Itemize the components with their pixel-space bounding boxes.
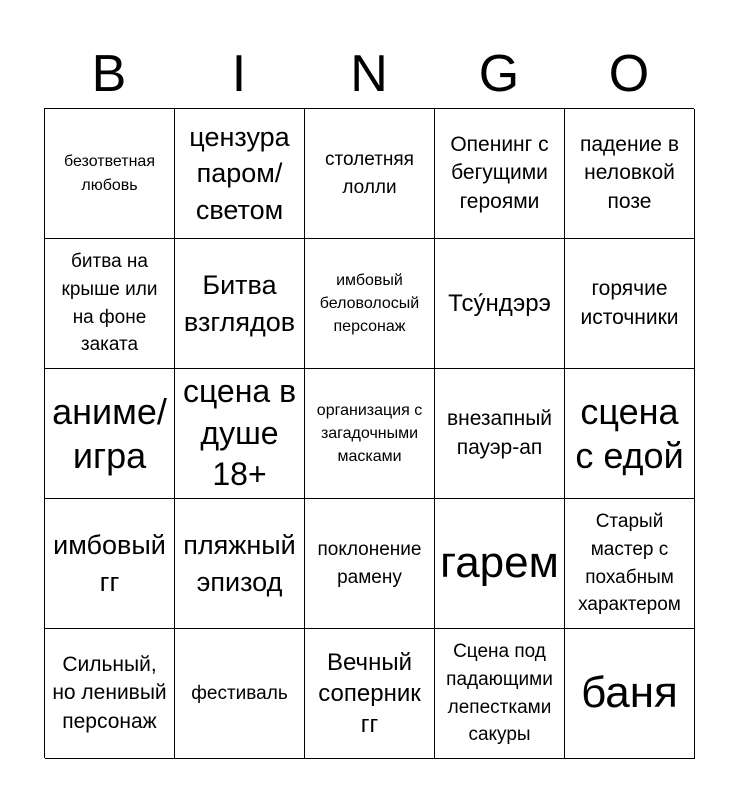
cell-text: баня [581, 668, 678, 718]
bingo-cell-r1c1[interactable] [45, 109, 175, 239]
bingo-cell-r1c5[interactable] [565, 109, 695, 239]
cell-text: безответная любовь [64, 153, 155, 194]
header-letter-g: G [478, 45, 520, 103]
bingo-cell-r5c1[interactable] [45, 629, 175, 759]
cell-text: битва на крыше или на фоне заката [61, 251, 158, 356]
cell-text: падение в неловкой позе [580, 132, 679, 213]
cell-text: внезапный пауэр-ап [446, 407, 553, 459]
bingo-cell-r3c2[interactable] [175, 369, 305, 499]
cell-text: Сильный, но ленивый персонаж [52, 652, 167, 733]
bingo-cell-r5c4[interactable] [435, 629, 565, 759]
bingo-cell-r1c2[interactable] [175, 109, 305, 239]
bingo-cell-r2c5[interactable] [565, 239, 695, 369]
bingo-cell-r4c5[interactable] [565, 499, 695, 629]
bingo-cell-r4c2[interactable] [175, 499, 305, 629]
bingo-cell-r3c5[interactable] [565, 369, 695, 499]
cell-text: аниме/ игра [52, 391, 167, 476]
bingo-cell-r4c1[interactable] [45, 499, 175, 629]
cell-text: имбовый беловолосый персонаж [319, 271, 420, 336]
cell-text: столетняя лолли [325, 148, 414, 198]
cell-text: сцена в душе 18+ [182, 373, 297, 493]
cell-text: Сцена под падающими лепестками сакуры [446, 641, 553, 746]
cell-text: Вечный соперник гг [318, 648, 421, 739]
bingo-cell-r3c4[interactable] [435, 369, 565, 499]
cell-text: сцена с едой [575, 391, 684, 476]
bingo-cell-r2c4[interactable] [435, 239, 565, 369]
header-letter-o: O [608, 45, 650, 103]
cell-text: гарем [440, 538, 559, 588]
cell-text: Тсу́ндэрэ [448, 289, 551, 317]
header-letter-n: N [350, 45, 388, 103]
cell-text: Старый мастер с похабным характером [578, 511, 681, 616]
bingo-cell-r4c3[interactable] [305, 499, 435, 629]
bingo-cell-r5c3[interactable] [305, 629, 435, 759]
bingo-cell-r1c4[interactable] [435, 109, 565, 239]
header-letter-b: B [91, 45, 127, 103]
header-letter-i: I [231, 45, 247, 103]
cell-text: фестиваль [191, 682, 288, 704]
bingo-cell-r1c3[interactable] [305, 109, 435, 239]
bingo-cell-r2c3[interactable] [305, 239, 435, 369]
bingo-cell-r5c2[interactable] [175, 629, 305, 759]
bingo-header [44, 40, 694, 108]
bingo-cell-r2c2[interactable] [175, 239, 305, 369]
cell-text: цензура паром/ светом [189, 121, 290, 225]
bingo-cell-r3c1[interactable] [45, 369, 175, 499]
cell-text: горячие источники [580, 277, 679, 329]
cell-text: имбовый гг [53, 530, 166, 597]
bingo-cell-r5c5[interactable] [565, 629, 695, 759]
cell-text: пляжный эпизод [183, 530, 296, 597]
bingo-card [44, 108, 694, 758]
cell-text: организация с загадочными масками [316, 401, 423, 466]
bingo-cell-r3c3[interactable] [305, 369, 435, 499]
cell-text: Опенинг с бегущими героями [450, 132, 549, 213]
cell-text: поклонение рамену [317, 538, 422, 588]
cell-text: Битва взглядов [183, 270, 296, 337]
bingo-cell-r2c1[interactable] [45, 239, 175, 369]
bingo-cell-r4c4[interactable] [435, 499, 565, 629]
